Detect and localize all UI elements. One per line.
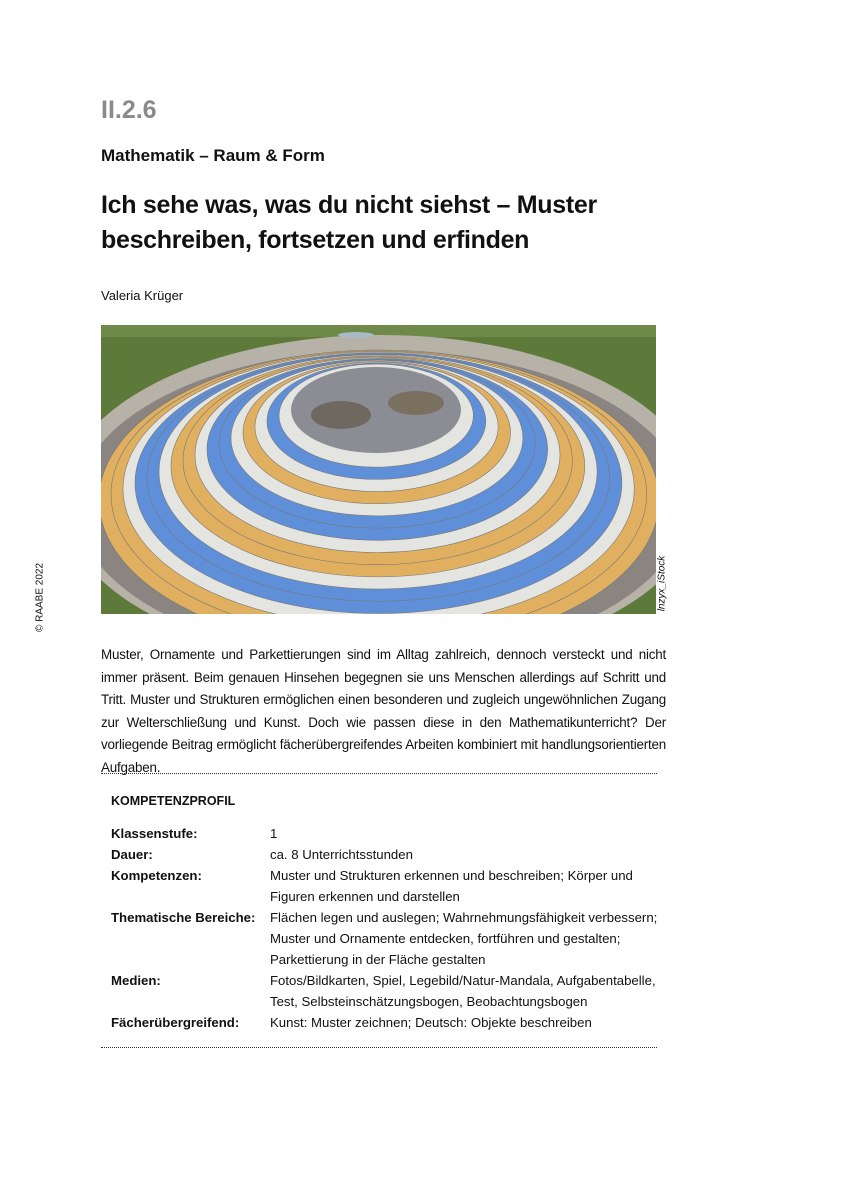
row-label: Thematische Bereiche: <box>111 910 256 925</box>
profile-row <box>111 823 670 844</box>
row-value: 1 <box>270 826 278 841</box>
page-title: Ich sehe was, was du nicht siehst – Muster beschreiben, fortsetzen und erfinden <box>101 191 597 254</box>
profile-row <box>111 907 670 970</box>
copyright: © RAABE 2022 <box>34 562 46 633</box>
profile-row <box>111 844 670 865</box>
row-value: Fotos/Bildkarten, Spiel, Legebild/Natur-Mandala, Aufgabentabelle, Test, Selbsteinschätzungsbogen, Beobachtungsbogen <box>270 973 656 1009</box>
row-label: Medien: <box>111 973 161 988</box>
section-code: II.2.6 <box>101 96 157 124</box>
row-label: Klassenstufe: <box>111 826 198 841</box>
row-label: Dauer: <box>111 847 153 862</box>
row-value: ca. 8 Unterrichtsstunden <box>270 847 413 862</box>
row-value: Kunst: Muster zeichnen; Deutsch: Objekte beschreiben <box>270 1015 592 1030</box>
profile-row <box>111 970 670 1012</box>
profile-table <box>111 823 670 1033</box>
subject-heading: Mathematik – Raum & Form <box>101 146 325 165</box>
row-label: Fächerübergreifend: <box>111 1015 240 1030</box>
profile-row <box>111 865 670 907</box>
mosaic-photo <box>101 325 656 614</box>
row-label: Kompetenzen: <box>111 868 202 883</box>
intro-paragraph: Muster, Ornamente und Parkettierungen sind im Alltag zahlreich, dennoch versteckt und nicht immer präsent. Beim genauen Hinsehen begegnen sie uns Menschen allerdings auf Schritt und Tritt. Muster und Strukturen ermöglichen einen besonderen und zugleich ungewöhnlichen Zugang zur Welterschließung und Kunst. Doch wie passen diese in den Mathematikunterricht? Der vorliegende Beitrag ermöglicht fächerübergreifendes Arbeiten kombiniert mit handlungsorientierten Aufgaben. <box>101 647 666 775</box>
photo-credit: lnzyx_iStock <box>656 555 668 612</box>
row-value: Flächen legen und auslegen; Wahrnehmungsfähigkeit verbessern; Muster und Ornamente entdecken, fortführen und gestalten; Parkettierung in der Fläche gestalten <box>270 910 658 967</box>
divider <box>101 1047 657 1048</box>
divider <box>101 773 657 774</box>
profile-row <box>111 1012 670 1033</box>
profile-heading: KOMPETENZPROFIL <box>111 794 236 808</box>
author: Valeria Krüger <box>101 288 184 303</box>
row-value: Muster und Strukturen erkennen und beschreiben; Körper und Figuren erkennen und darstellen <box>270 868 633 904</box>
